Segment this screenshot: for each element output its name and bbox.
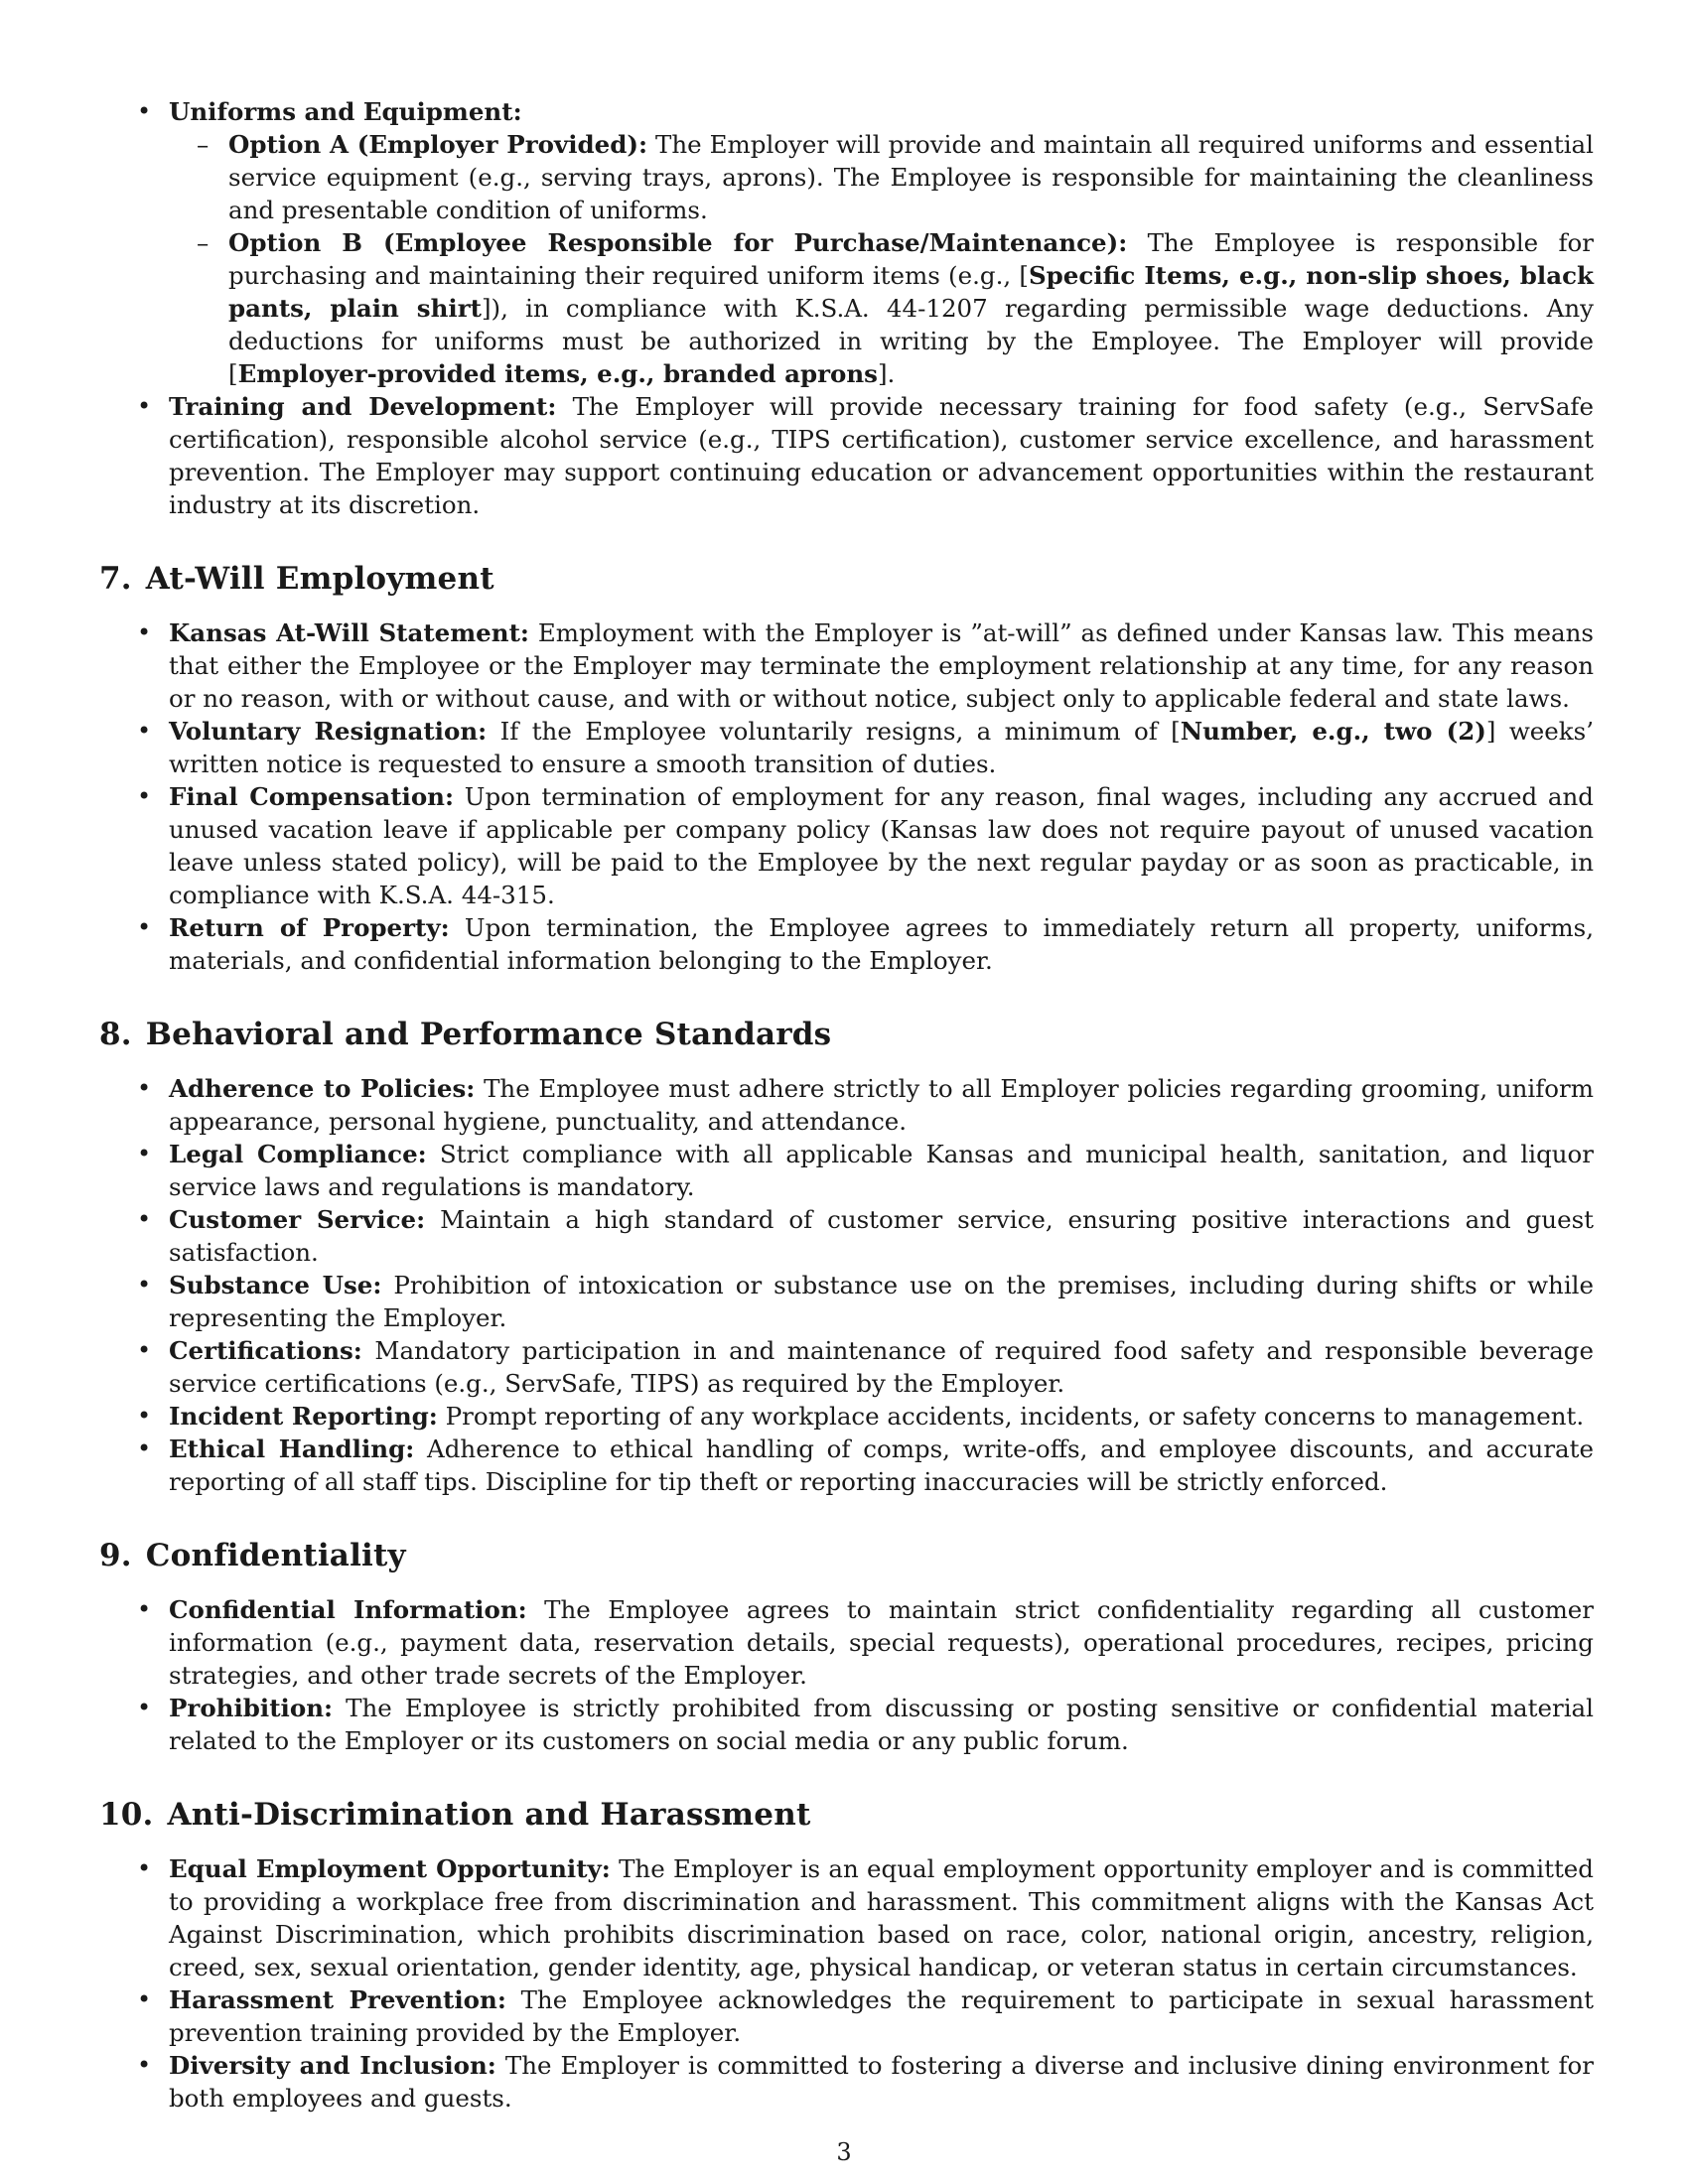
- list-item: [169, 1433, 1594, 1498]
- item-text: The Employer is an equal employment opportunity employer and is committed to providing a workplace free from discrimination and harassment. This commitment aligns with the Kansas Act Against Discrimination, which prohibits discrimination based on race, color, national origin, ancestry, religion, creed, sex, sexual orientation, gender identity, age, physical handicap, or veteran status in certain circumstances.: [169, 1854, 1594, 1981]
- item-text: Adherence to ethical handling of comps, write-offs, and employee discounts, and accurate reporting of all staff tips. Discipline for tip theft or reporting inaccuracies will be strictly enforced.: [169, 1434, 1594, 1496]
- item-label: Kansas At-Will Statement:: [169, 618, 529, 647]
- item-label: Certifications:: [169, 1336, 362, 1365]
- section-title: Anti-Discrimination and Harassment: [167, 1797, 811, 1833]
- option-b-text-2: ]), in compliance with K.S.A. 44-1207 regarding permissible wage deductions. Any deductions for uniforms must be authorized in writing by the Employee. The Employer will provide [: [228, 294, 1594, 388]
- section-7-heading: [99, 559, 1594, 599]
- section-10-list: [99, 1852, 1594, 2115]
- uniform-options-list: [169, 128, 1594, 390]
- document-page: [99, 95, 1594, 2115]
- section-8-heading: [99, 1015, 1594, 1054]
- list-item: [169, 1852, 1594, 1983]
- section-title: At-Will Employment: [145, 561, 494, 597]
- section-7-list: [99, 616, 1594, 977]
- list-item: [169, 1203, 1594, 1269]
- list-item: [169, 1138, 1594, 1203]
- option-b-text-3: ].: [877, 359, 896, 388]
- item-label: Final Compensation:: [169, 782, 455, 811]
- item-label: Substance Use:: [169, 1271, 382, 1299]
- list-item: [169, 780, 1594, 911]
- placeholder-notice-weeks: Number, e.g., two (2): [1180, 717, 1486, 746]
- section-10-heading: [99, 1795, 1594, 1835]
- item-label: Return of Property:: [169, 913, 450, 942]
- item-label: Training and Development:: [169, 392, 557, 421]
- section-8-list: [99, 1072, 1594, 1498]
- option-a-text: The Employer will provide and maintain all required uniforms and essential service equipment (e.g., serving trays, aprons). The Employee is responsible for maintaining the cleanliness and presentable condition of uniforms.: [228, 130, 1594, 224]
- section-6-list: [99, 95, 1594, 521]
- item-label: Confidential Information:: [169, 1595, 527, 1624]
- item-text-2: ] weeks’ written notice is requested to ensure a smooth transition of duties.: [169, 717, 1594, 778]
- section-number: 10.: [99, 1797, 154, 1833]
- section-9-list: [99, 1593, 1594, 1757]
- list-item: [169, 1269, 1594, 1334]
- list-item: [169, 1593, 1594, 1692]
- list-item: [169, 2049, 1594, 2115]
- item-text: Upon termination of employment for any reason, final wages, including any accrued and unused vacation leave if applicable per company policy (Kansas law does not require payout of unused vacation leave unless stated policy), will be paid to the Employee by the next regular payday or as soon as practicable, in compliance with K.S.A. 44-315.: [169, 782, 1594, 909]
- item-label: Ethical Handling:: [169, 1434, 415, 1463]
- placeholder-specific-items: Specific Items, e.g., non-slip shoes, black pants, plain shirt: [228, 261, 1594, 323]
- list-item-training: [169, 390, 1594, 521]
- item-text: Mandatory participation in and maintenance of required food safety and responsible beverage service certifications (e.g., ServSafe, TIPS) as required by the Employer.: [169, 1336, 1594, 1398]
- option-a-label: Option A (Employer Provided):: [228, 130, 647, 159]
- option-b-label: Option B (Employee Responsible for Purchase/Maintenance):: [228, 228, 1128, 257]
- list-item-resignation: [169, 715, 1594, 780]
- section-number: 8.: [99, 1017, 132, 1052]
- item-text: The Employee agrees to maintain strict confidentiality regarding all customer information (e.g., payment data, reservation details, special requests), operational procedures, recipes, pricing strategies, and other trade secrets of the Employer.: [169, 1595, 1595, 1690]
- section-9-heading: [99, 1536, 1594, 1575]
- item-text: Employment with the Employer is ”at-will” as defined under Kansas law. This means that either the Employee or the Employer may terminate the employment relationship at any time, for any reason or no reason, with or without cause, and with or without notice, subject only to applicable federal and state laws.: [169, 618, 1594, 713]
- item-text: Strict compliance with all applicable Kansas and municipal health, sanitation, and liquor service laws and regulations is mandatory.: [169, 1140, 1594, 1201]
- item-label: Adherence to Policies:: [169, 1074, 476, 1103]
- section-number: 9.: [99, 1538, 132, 1573]
- section-title: Confidentiality: [145, 1538, 406, 1573]
- item-label: Equal Employment Opportunity:: [169, 1854, 611, 1883]
- item-label: Harassment Prevention:: [169, 1985, 506, 2014]
- list-item: [169, 911, 1594, 977]
- item-text: The Employee must adhere strictly to all Employer policies regarding grooming, uniform appearance, personal hygiene, punctuality, and attendance.: [169, 1074, 1594, 1136]
- item-text: Prohibition of intoxication or substance use on the premises, including during shifts or while representing the Employer.: [169, 1271, 1594, 1332]
- item-label: Prohibition:: [169, 1694, 334, 1722]
- item-label: Diversity and Inclusion:: [169, 2051, 496, 2080]
- item-text: If the Employee voluntarily resigns, a minimum of [: [487, 717, 1181, 746]
- option-b-text: The Employee is responsible for purchasing and maintaining their required uniform items (e.g., [: [228, 228, 1594, 290]
- item-text: The Employee acknowledges the requirement to participate in sexual harassment prevention training provided by the Employer.: [169, 1985, 1594, 2047]
- option-b-item: [228, 226, 1594, 390]
- list-item: [169, 1983, 1594, 2049]
- list-item: [169, 1692, 1594, 1757]
- page-number: 3: [836, 2138, 852, 2166]
- item-text: The Employee is strictly prohibited from discussing or posting sensitive or confidential material related to the Employer or its customers on social media or any public forum.: [169, 1694, 1594, 1755]
- list-item: [169, 1400, 1594, 1433]
- item-text: Maintain a high standard of customer service, ensuring positive interactions and guest satisfaction.: [169, 1205, 1594, 1267]
- item-text: The Employer will provide necessary training for food safety (e.g., ServSafe certification), responsible alcohol service (e.g., TIPS certification), customer service excellence, and harassment prevention. The Employer may support continuing education or advancement opportunities within the restaurant industry at its discretion.: [169, 392, 1594, 519]
- section-title: Behavioral and Performance Standards: [145, 1017, 832, 1052]
- section-number: 7.: [99, 561, 132, 597]
- item-label: Uniforms and Equipment:: [169, 97, 522, 126]
- list-item: [169, 1072, 1594, 1138]
- item-label: Incident Reporting:: [169, 1402, 438, 1431]
- item-text: Upon termination, the Employee agrees to immediately return all property, uniforms, materials, and confidential information belonging to the Employer.: [169, 913, 1594, 975]
- item-label: Voluntary Resignation:: [169, 717, 488, 746]
- item-text: Prompt reporting of any workplace accidents, incidents, or safety concerns to management.: [437, 1402, 1585, 1431]
- option-a-item: [228, 128, 1594, 226]
- item-label: Customer Service:: [169, 1205, 426, 1234]
- item-text: The Employer is committed to fostering a diverse and inclusive dining environment for both employees and guests.: [169, 2051, 1594, 2113]
- placeholder-employer-items: Employer-provided items, e.g., branded aprons: [237, 359, 878, 388]
- list-item-uniforms: [169, 95, 1594, 390]
- list-item: [169, 616, 1594, 715]
- list-item: [169, 1334, 1594, 1400]
- item-label: Legal Compliance:: [169, 1140, 427, 1168]
